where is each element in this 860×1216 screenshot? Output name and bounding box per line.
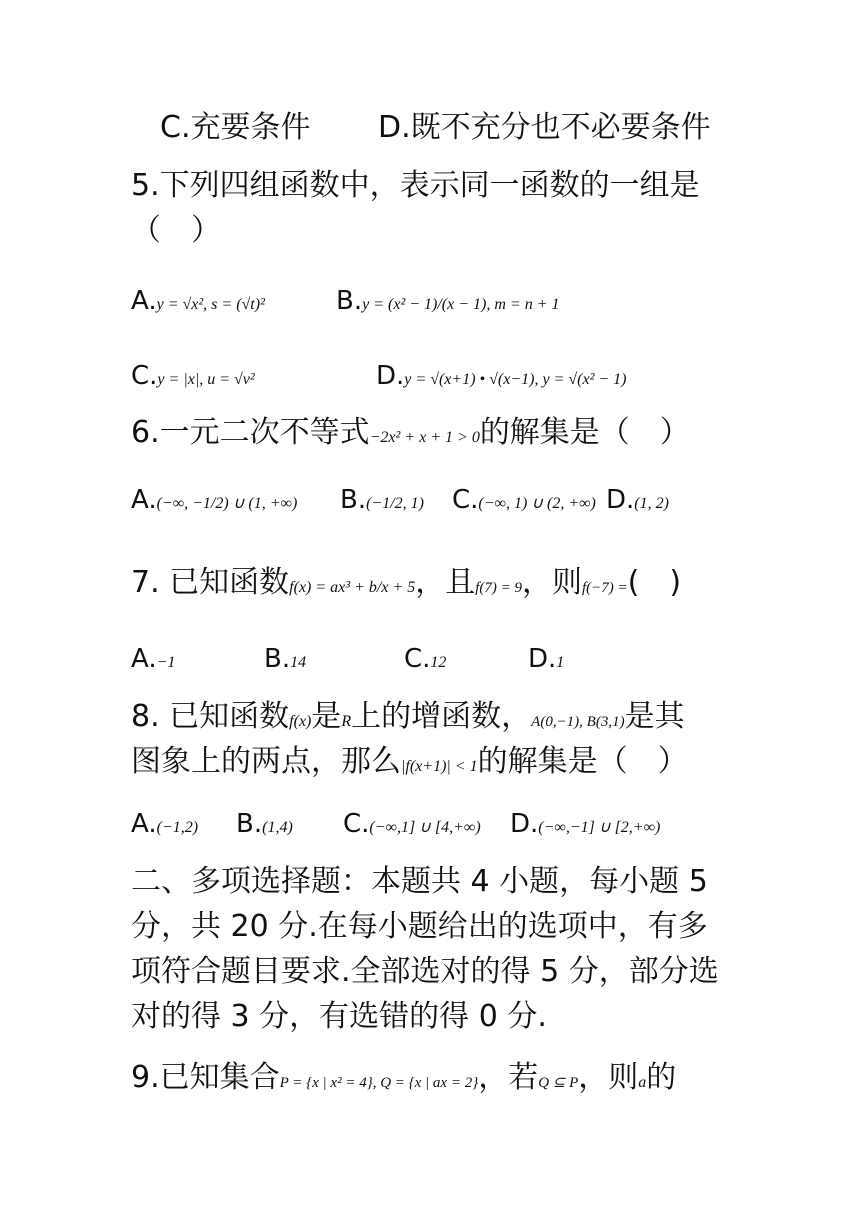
q8-stem-line1 — [131, 697, 685, 742]
stem-text: ( ) — [627, 565, 682, 600]
q7-option-a — [131, 641, 175, 681]
option-label: A. — [131, 286, 157, 316]
option-label: C. — [131, 361, 158, 391]
option-math: y = √(x+1) • √(x−1), y = √(x² − 1) — [404, 371, 627, 388]
option-math: 12 — [430, 654, 447, 671]
option-label: D. — [510, 809, 539, 839]
option-label: A. — [131, 644, 157, 674]
q5-option-a — [131, 283, 265, 323]
option-math: (−1,2) — [156, 819, 199, 836]
stem-math: a — [638, 1074, 647, 1091]
option-math: (−∞,1] ∪ [4,+∞) — [369, 819, 481, 836]
option-math: (−∞, 1) ∪ (2, +∞) — [478, 495, 596, 512]
q8-option-c — [343, 806, 481, 846]
stem-text: 8. 已知函数 — [131, 699, 290, 734]
q8-option-a — [131, 806, 198, 846]
stem-math: Q ⊆ P — [538, 1075, 579, 1091]
q8-option-b — [236, 806, 293, 846]
option-math: y = |x|, u = √v² — [157, 371, 255, 388]
option-label: B. — [236, 809, 263, 839]
stem-text: 是其 — [624, 699, 685, 734]
stem-text: 的 — [646, 1060, 677, 1095]
option-math: (−∞, −1/2) ∪ (1, +∞) — [156, 495, 298, 512]
q7-option-d — [528, 641, 564, 681]
q6-option-c — [452, 482, 596, 522]
stem-text: 6.一元二次不等式 — [131, 415, 370, 450]
stem-math: R — [341, 713, 352, 730]
stem-text: 的解集是（ ） — [479, 415, 690, 450]
option-label: C. — [343, 809, 370, 839]
section2-line2: 分，共 20 分.在每小题给出的选项中，有多 — [131, 909, 708, 944]
option-math: y = √x², s = (√t)² — [156, 296, 265, 313]
stem-text: ，若 — [478, 1060, 539, 1095]
stem-text: 的解集是（ ） — [477, 744, 688, 779]
q8-option-d — [510, 806, 660, 846]
q6-option-a — [131, 482, 297, 522]
q5-option-d — [376, 358, 627, 398]
option-label: D. — [606, 485, 635, 515]
q5-stem: 5.下列四组函数中，表示同一函数的一组是 — [131, 168, 700, 203]
section2-line3: 项符合题目要求.全部选对的得 5 分，部分选 — [131, 954, 719, 989]
section2-line4: 对的得 3 分，有选错的得 0 分. — [131, 999, 547, 1034]
stem-text: ，且 — [415, 565, 476, 600]
option-label: A. — [131, 809, 157, 839]
q8-stem-line2 — [131, 742, 688, 787]
stem-math: f(x) — [289, 713, 312, 730]
stem-text: 是 — [311, 699, 342, 734]
stem-text: ，则 — [578, 1060, 639, 1095]
option-math: −1 — [156, 654, 176, 671]
q5-bracket: （ ） — [131, 213, 221, 248]
q5-option-b — [336, 283, 560, 323]
q9-stem — [131, 1058, 676, 1103]
stem-math: A(0,−1), B(3,1) — [531, 714, 625, 730]
q6-option-b — [340, 482, 424, 522]
stem-text: 图象上的两点，那么 — [131, 744, 401, 779]
stem-math: f(7) = 9 — [475, 580, 522, 596]
option-math: y = (x² − 1)/(x − 1), m = n + 1 — [362, 296, 560, 313]
option-label: C. — [452, 485, 479, 515]
option-label: B. — [264, 644, 291, 674]
q4-option-d: D.既不充分也不必要条件 — [378, 110, 711, 145]
option-label: C. — [404, 644, 431, 674]
option-label: B. — [340, 485, 367, 515]
option-math: (1,4) — [262, 819, 293, 836]
q7-stem — [131, 563, 681, 608]
q4-option-c: C.充要条件 — [160, 110, 311, 145]
option-label: D. — [376, 361, 405, 391]
q6-stem — [131, 413, 690, 458]
q6-option-d — [606, 482, 669, 522]
stem-math: f(x) = ax³ + b/x + 5 — [289, 579, 416, 596]
option-math: (−∞,−1] ∪ [2,+∞) — [538, 819, 661, 836]
option-label: A. — [131, 485, 157, 515]
stem-math: |f(x+1)| < 1 — [401, 758, 478, 775]
stem-math: P = {x | x² = 4}, Q = {x | ax = 2} — [279, 1075, 479, 1091]
option-label: B. — [336, 286, 363, 316]
stem-math: f(−7) = — [582, 580, 628, 596]
stem-math: −2x² + x + 1 > 0 — [369, 429, 480, 446]
q7-option-b — [264, 641, 306, 681]
q7-option-c — [404, 641, 446, 681]
stem-text: 上的增函数， — [351, 699, 532, 734]
option-math: (−1/2, 1) — [366, 495, 425, 512]
option-math: 1 — [556, 654, 565, 671]
option-math: 14 — [290, 654, 307, 671]
option-math: (1, 2) — [634, 495, 669, 512]
section2-line1: 二、多项选择题：本题共 4 小题，每小题 5 — [131, 864, 708, 899]
stem-text: 7. 已知函数 — [131, 565, 290, 600]
stem-text: 9.已知集合 — [131, 1060, 280, 1095]
stem-text: ，则 — [522, 565, 582, 600]
q5-option-c — [131, 358, 255, 398]
option-label: D. — [528, 644, 557, 674]
